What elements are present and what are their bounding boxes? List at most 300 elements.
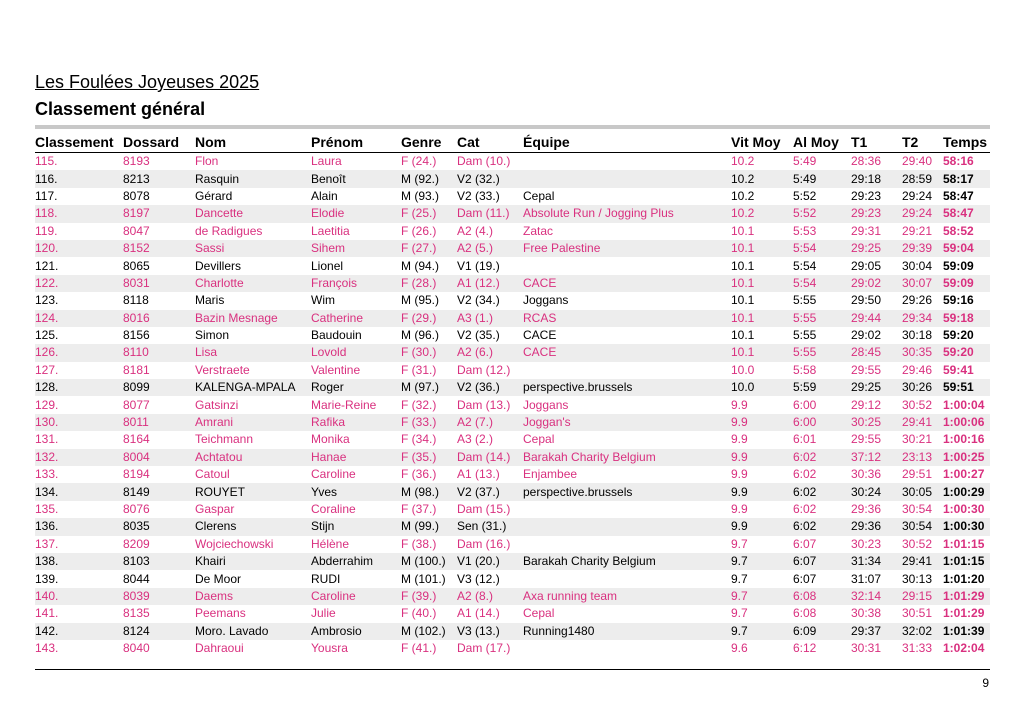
cell-t1: 30:38 <box>851 606 882 621</box>
cell-t1: 29:23 <box>851 205 902 222</box>
cell-last-name: Bazin Mesnage <box>195 310 311 327</box>
cell-last-name: Khairi <box>195 553 311 570</box>
cell-t1: 28:45 <box>851 344 902 361</box>
cell-bib: 8099 <box>123 379 195 396</box>
cell-first-name: Marie-Reine <box>311 397 377 412</box>
cell-bib: 8065 <box>123 258 150 273</box>
cell-category: Dam (13.) <box>457 397 511 412</box>
cell-pace: 6:09 <box>793 623 851 640</box>
cell-t2: 29:51 <box>902 467 933 482</box>
cell-category: Dam (15.) <box>457 502 511 516</box>
cell-time: 1:00:04 <box>943 397 985 412</box>
cell-category: Dam (11.) <box>457 205 523 222</box>
cell-rank: 139. <box>35 571 59 586</box>
cell-t1: 30:36 <box>851 467 882 482</box>
cell-team: CACE <box>523 275 731 292</box>
cell-gender: M (96.) <box>401 328 440 343</box>
table-row <box>35 414 990 431</box>
cell-t1: 29:36 <box>851 518 902 535</box>
cell-first-name: Roger <box>311 379 401 396</box>
cell-team: CACE <box>523 328 557 343</box>
cell-t1: 29:36 <box>851 502 882 516</box>
cell-gender: M (94.) <box>401 258 440 273</box>
cell-t1: 29:02 <box>851 275 902 292</box>
cell-team: CACE <box>523 344 731 361</box>
cell-first-name: Hanae <box>311 449 401 466</box>
cell-category: A2 (7.) <box>457 414 523 431</box>
cell-gender: M (93.) <box>401 188 440 203</box>
cell-bib: 8047 <box>123 223 150 238</box>
cell-first-name: Caroline <box>311 588 401 605</box>
cell-last-name: De Moor <box>195 571 242 586</box>
cell-team: Barakah Charity Belgium <box>523 449 731 466</box>
cell-bib: 8103 <box>123 553 195 570</box>
cell-bib: 8164 <box>123 432 150 447</box>
cell-pace: 6:12 <box>793 641 817 656</box>
cell-speed: 9.9 <box>731 449 793 466</box>
cell-team: Free Palestine <box>523 240 731 257</box>
cell-speed: 10.1 <box>731 240 793 257</box>
table-row <box>35 275 990 292</box>
col-header-equipe: Équipe <box>523 132 731 153</box>
table-row <box>35 605 990 622</box>
cell-pace: 6:07 <box>793 536 817 551</box>
cell-speed: 10.1 <box>731 328 755 343</box>
cell-gender: F (31.) <box>401 362 437 377</box>
cell-last-name: Dancette <box>195 205 311 222</box>
cell-pace: 5:59 <box>793 379 851 396</box>
col-header-dossard: Dossard <box>123 132 195 153</box>
cell-rank: 136. <box>35 518 123 535</box>
cell-last-name: Devillers <box>195 258 242 273</box>
cell-team <box>523 170 731 187</box>
cell-category: Dam (12.) <box>457 362 511 377</box>
cell-rank: 143. <box>35 641 59 656</box>
cell-first-name: Caroline <box>311 467 356 482</box>
cell-bib: 8110 <box>123 344 195 361</box>
cell-pace: 5:58 <box>793 362 817 377</box>
table-row <box>35 153 990 171</box>
cell-t1: 29:23 <box>851 188 882 203</box>
cell-first-name: Coraline <box>311 502 356 516</box>
cell-first-name: Rafika <box>311 414 401 431</box>
cell-pace: 6:08 <box>793 588 851 605</box>
cell-gender: F (27.) <box>401 240 457 257</box>
cell-time: 59:09 <box>943 258 974 273</box>
cell-pace: 6:02 <box>793 449 851 466</box>
cell-t2: 29:41 <box>902 553 943 570</box>
cell-team: Enjambee <box>523 467 578 482</box>
cell-first-name: Abderrahim <box>311 553 401 570</box>
cell-last-name: Lisa <box>195 344 311 361</box>
cell-t2: 29:24 <box>902 205 943 222</box>
cell-last-name: Maris <box>195 293 225 308</box>
table-row <box>35 344 990 361</box>
cell-rank: 126. <box>35 344 123 361</box>
cell-pace: 6:02 <box>793 483 851 500</box>
table-row <box>35 223 990 240</box>
cell-category: Dam (14.) <box>457 449 523 466</box>
cell-time: 59:16 <box>943 293 974 308</box>
cell-time: 1:00:29 <box>943 483 990 500</box>
cell-pace: 5:55 <box>793 293 817 308</box>
cell-bib: 8135 <box>123 606 150 621</box>
table-row <box>35 518 990 535</box>
cell-t1: 28:36 <box>851 154 882 169</box>
cell-bib: 8156 <box>123 328 150 343</box>
cell-first-name: Alain <box>311 188 338 203</box>
cell-t2: 30:51 <box>902 606 933 621</box>
cell-speed: 9.9 <box>731 397 748 412</box>
cell-t2: 29:21 <box>902 223 933 238</box>
col-header-genre: Genre <box>401 132 457 153</box>
cell-gender: F (30.) <box>401 344 457 361</box>
cell-bib: 8077 <box>123 397 150 412</box>
cell-first-name: Benoît <box>311 170 401 187</box>
cell-gender: F (41.) <box>401 641 437 656</box>
cell-last-name: Charlotte <box>195 275 311 292</box>
cell-first-name: RUDI <box>311 571 341 586</box>
cell-t1: 29:50 <box>851 293 882 308</box>
cell-t1: 29:31 <box>851 223 882 238</box>
cell-category: V2 (37.) <box>457 483 523 500</box>
cell-first-name: Laura <box>311 154 342 169</box>
cell-last-name: Simon <box>195 328 230 343</box>
cell-pace: 6:02 <box>793 502 817 516</box>
cell-gender: F (38.) <box>401 536 437 551</box>
cell-last-name: Amrani <box>195 414 311 431</box>
cell-t2: 30:05 <box>902 483 943 500</box>
cell-team <box>523 257 731 274</box>
cell-team <box>523 501 731 518</box>
cell-gender: M (98.) <box>401 483 457 500</box>
cell-team <box>523 362 731 379</box>
cell-time: 58:16 <box>943 154 974 169</box>
cell-first-name: Elodie <box>311 205 401 222</box>
cell-rank: 134. <box>35 483 123 500</box>
cell-first-name: Catherine <box>311 310 401 327</box>
col-header-vit-moy: Vit Moy <box>731 132 793 153</box>
col-header-temps: Temps <box>943 132 990 153</box>
col-header-cat: Cat <box>457 132 523 153</box>
cell-bib: 8044 <box>123 571 150 586</box>
cell-last-name: Dahraoui <box>195 641 244 656</box>
cell-speed: 10.1 <box>731 275 793 292</box>
cell-last-name: Catoul <box>195 467 230 482</box>
cell-t2: 31:33 <box>902 641 933 656</box>
table-row <box>35 588 990 605</box>
cell-category: V1 (20.) <box>457 553 523 570</box>
table-row <box>35 362 990 379</box>
cell-time: 59:04 <box>943 240 990 257</box>
cell-category: V2 (33.) <box>457 188 500 203</box>
cell-last-name: Gatsinzi <box>195 397 239 412</box>
cell-gender: F (37.) <box>401 502 437 516</box>
table-row <box>35 292 990 309</box>
cell-t1: 30:31 <box>851 641 882 656</box>
cell-time: 58:17 <box>943 170 990 187</box>
cell-first-name: Ambrosio <box>311 623 401 640</box>
cell-first-name: Lionel <box>311 258 344 273</box>
cell-team: perspective.brussels <box>523 379 731 396</box>
cell-speed: 9.7 <box>731 536 748 551</box>
cell-speed: 9.9 <box>731 432 748 447</box>
cell-bib: 8193 <box>123 154 150 169</box>
cell-first-name: François <box>311 275 401 292</box>
cell-rank: 141. <box>35 606 59 621</box>
cell-speed: 9.9 <box>731 502 748 516</box>
col-header-nom: Nom <box>195 132 311 153</box>
cell-time: 1:00:06 <box>943 414 990 431</box>
cell-time: 59:20 <box>943 344 990 361</box>
cell-last-name: ROUYET <box>195 483 311 500</box>
cell-last-name: de Radigues <box>195 223 263 238</box>
cell-gender: M (102.) <box>401 623 457 640</box>
cell-time: 1:00:30 <box>943 502 985 516</box>
cell-time: 59:09 <box>943 275 990 292</box>
cell-category: V3 (13.) <box>457 623 523 640</box>
cell-category: A1 (13.) <box>457 467 500 482</box>
cell-rank: 128. <box>35 379 123 396</box>
cell-t2: 30:52 <box>902 397 933 412</box>
cell-speed: 9.6 <box>731 641 748 656</box>
cell-rank: 116. <box>35 170 123 187</box>
cell-t1: 29:02 <box>851 328 882 343</box>
bottom-rule <box>35 669 990 670</box>
cell-bib: 8076 <box>123 502 150 516</box>
cell-gender: M (92.) <box>401 170 457 187</box>
cell-rank: 123. <box>35 293 59 308</box>
cell-time: 1:01:29 <box>943 606 985 621</box>
cell-category: A3 (2.) <box>457 432 494 447</box>
cell-category: V2 (36.) <box>457 379 523 396</box>
table-row <box>35 257 990 274</box>
cell-bib: 8124 <box>123 623 195 640</box>
cell-pace: 6:08 <box>793 606 817 621</box>
cell-speed: 10.1 <box>731 344 793 361</box>
cell-last-name: Wojciechowski <box>195 536 274 551</box>
cell-pace: 5:54 <box>793 275 851 292</box>
table-row <box>35 466 990 483</box>
cell-time: 1:00:30 <box>943 518 990 535</box>
cell-time: 1:00:27 <box>943 467 985 482</box>
cell-t2: 30:21 <box>902 432 933 447</box>
cell-t2: 30:13 <box>902 571 933 586</box>
cell-speed: 10.0 <box>731 379 793 396</box>
cell-bib: 8035 <box>123 518 195 535</box>
cell-time: 1:00:25 <box>943 449 990 466</box>
cell-pace: 5:52 <box>793 188 817 203</box>
cell-t1: 30:24 <box>851 483 902 500</box>
table-row <box>35 570 990 587</box>
cell-t1: 30:23 <box>851 536 882 551</box>
cell-bib: 8152 <box>123 240 195 257</box>
cell-pace: 5:49 <box>793 170 851 187</box>
cell-time: 59:18 <box>943 310 990 327</box>
cell-last-name: Flon <box>195 154 219 169</box>
cell-t1: 31:34 <box>851 553 902 570</box>
cell-t2: 29:39 <box>902 240 943 257</box>
cell-time: 1:01:39 <box>943 623 990 640</box>
cell-t1: 29:05 <box>851 258 882 273</box>
cell-time: 1:01:15 <box>943 536 985 551</box>
cell-category: Dam (16.) <box>457 536 511 551</box>
cell-last-name: Gérard <box>195 188 233 203</box>
cell-team: Zatac <box>523 223 554 238</box>
table-row <box>35 449 990 466</box>
cell-time: 58:52 <box>943 223 974 238</box>
cell-rank: 135. <box>35 502 59 516</box>
cell-first-name: Yousra <box>311 641 348 656</box>
cell-first-name: Monika <box>311 432 350 447</box>
cell-pace: 5:54 <box>793 258 817 273</box>
cell-last-name: Moro. Lavado <box>195 623 311 640</box>
cell-first-name: Julie <box>311 606 336 621</box>
cell-first-name: Yves <box>311 483 401 500</box>
cell-last-name: Clerens <box>195 518 311 535</box>
cell-gender: M (101.) <box>401 571 446 586</box>
cell-t2: 32:02 <box>902 623 943 640</box>
cell-gender: F (24.) <box>401 154 437 169</box>
cell-rank: 115. <box>35 154 58 169</box>
cell-bib: 8194 <box>123 467 150 482</box>
cell-speed: 10.1 <box>731 310 793 327</box>
cell-time: 1:00:16 <box>943 432 985 447</box>
cell-first-name: Stijn <box>311 518 401 535</box>
cell-last-name: Teichmann <box>195 432 254 447</box>
cell-t1: 32:14 <box>851 588 902 605</box>
cell-gender: F (26.) <box>401 223 437 238</box>
cell-gender: F (29.) <box>401 310 457 327</box>
cell-speed: 9.9 <box>731 467 748 482</box>
cell-team: Axa running team <box>523 588 731 605</box>
cell-t2: 29:41 <box>902 414 943 431</box>
cell-gender: F (40.) <box>401 606 437 621</box>
table-row <box>35 536 990 553</box>
cell-team: RCAS <box>523 310 731 327</box>
cell-category: V2 (34.) <box>457 293 500 308</box>
cell-bib: 8016 <box>123 310 195 327</box>
cell-rank: 137. <box>35 536 59 551</box>
cell-rank: 125. <box>35 328 59 343</box>
table-row <box>35 188 990 205</box>
cell-bib: 8031 <box>123 275 195 292</box>
cell-team: perspective.brussels <box>523 483 731 500</box>
cell-first-name: Wim <box>311 293 335 308</box>
cell-time: 58:47 <box>943 205 990 222</box>
cell-category: Dam (10.) <box>457 154 511 169</box>
cell-t2: 30:52 <box>902 536 933 551</box>
cell-pace: 6:00 <box>793 397 817 412</box>
cell-team: Cepal <box>523 606 555 621</box>
cell-speed: 10.1 <box>731 293 755 308</box>
cell-rank: 131. <box>35 432 59 447</box>
cell-team: Joggans <box>523 397 569 412</box>
cell-speed: 9.9 <box>731 518 793 535</box>
cell-t2: 29:34 <box>902 310 943 327</box>
cell-category: V2 (35.) <box>457 328 500 343</box>
table-row <box>35 327 990 344</box>
cell-t1: 29:37 <box>851 623 902 640</box>
cell-speed: 10.1 <box>731 223 755 238</box>
cell-speed: 10.0 <box>731 362 755 377</box>
cell-team: Cepal <box>523 432 555 447</box>
cell-category: A1 (12.) <box>457 275 523 292</box>
cell-speed: 9.9 <box>731 483 793 500</box>
cell-rank: 124. <box>35 310 123 327</box>
results-body <box>35 153 990 658</box>
cell-first-name: Lovold <box>311 344 401 361</box>
cell-rank: 122. <box>35 275 123 292</box>
col-header-t1: T1 <box>851 132 902 153</box>
cell-last-name: Sassi <box>195 240 311 257</box>
cell-team: Joggan's <box>523 414 731 431</box>
cell-time: 1:01:29 <box>943 588 990 605</box>
cell-pace: 6:07 <box>793 553 851 570</box>
cell-first-name: Hélène <box>311 536 350 551</box>
cell-t1: 30:25 <box>851 414 902 431</box>
cell-t2: 29:26 <box>902 293 933 308</box>
cell-team: Joggans <box>523 293 569 308</box>
cell-t1: 37:12 <box>851 449 902 466</box>
cell-gender: F (35.) <box>401 449 457 466</box>
table-row <box>35 240 990 257</box>
cell-rank: 120. <box>35 240 123 257</box>
cell-bib: 8011 <box>123 414 195 431</box>
cell-speed: 9.7 <box>731 606 748 621</box>
cell-pace: 5:52 <box>793 205 851 222</box>
cell-rank: 118. <box>35 205 123 222</box>
cell-t2: 30:18 <box>902 328 933 343</box>
table-row <box>35 640 990 657</box>
col-header-prenom: Prénom <box>311 132 401 153</box>
event-title: Les Foulées Joyeuses 2025 <box>35 72 260 92</box>
cell-bib: 8004 <box>123 449 195 466</box>
cell-bib: 8149 <box>123 483 195 500</box>
cell-pace: 6:02 <box>793 518 851 535</box>
cell-rank: 140. <box>35 588 123 605</box>
cell-rank: 119. <box>35 223 58 238</box>
cell-gender: F (33.) <box>401 414 457 431</box>
col-header-classement: Classement <box>35 132 123 153</box>
cell-category: V1 (19.) <box>457 258 500 273</box>
cell-time: 1:01:20 <box>943 571 985 586</box>
col-header-al-moy: Al Moy <box>793 132 851 153</box>
cell-category: A2 (6.) <box>457 344 523 361</box>
cell-pace: 6:01 <box>793 432 817 447</box>
table-row <box>35 379 990 396</box>
cell-t2: 30:04 <box>902 258 933 273</box>
cell-category: A3 (1.) <box>457 310 523 327</box>
cell-speed: 10.2 <box>731 205 793 222</box>
table-row <box>35 170 990 187</box>
cell-pace: 6:00 <box>793 414 851 431</box>
cell-t2: 30:07 <box>902 275 943 292</box>
cell-speed: 9.7 <box>731 588 793 605</box>
cell-last-name: KALENGA-MPALA <box>195 379 311 396</box>
cell-t2: 30:54 <box>902 518 943 535</box>
cell-speed: 10.1 <box>731 258 755 273</box>
cell-bib: 8213 <box>123 170 195 187</box>
cell-speed: 9.7 <box>731 553 793 570</box>
table-row <box>35 553 990 570</box>
cell-t1: 29:55 <box>851 362 882 377</box>
cell-last-name: Verstraete <box>195 362 250 377</box>
cell-rank: 127. <box>35 362 59 377</box>
cell-t1: 31:07 <box>851 571 882 586</box>
cell-last-name: Peemans <box>195 606 246 621</box>
cell-bib: 8197 <box>123 205 195 222</box>
